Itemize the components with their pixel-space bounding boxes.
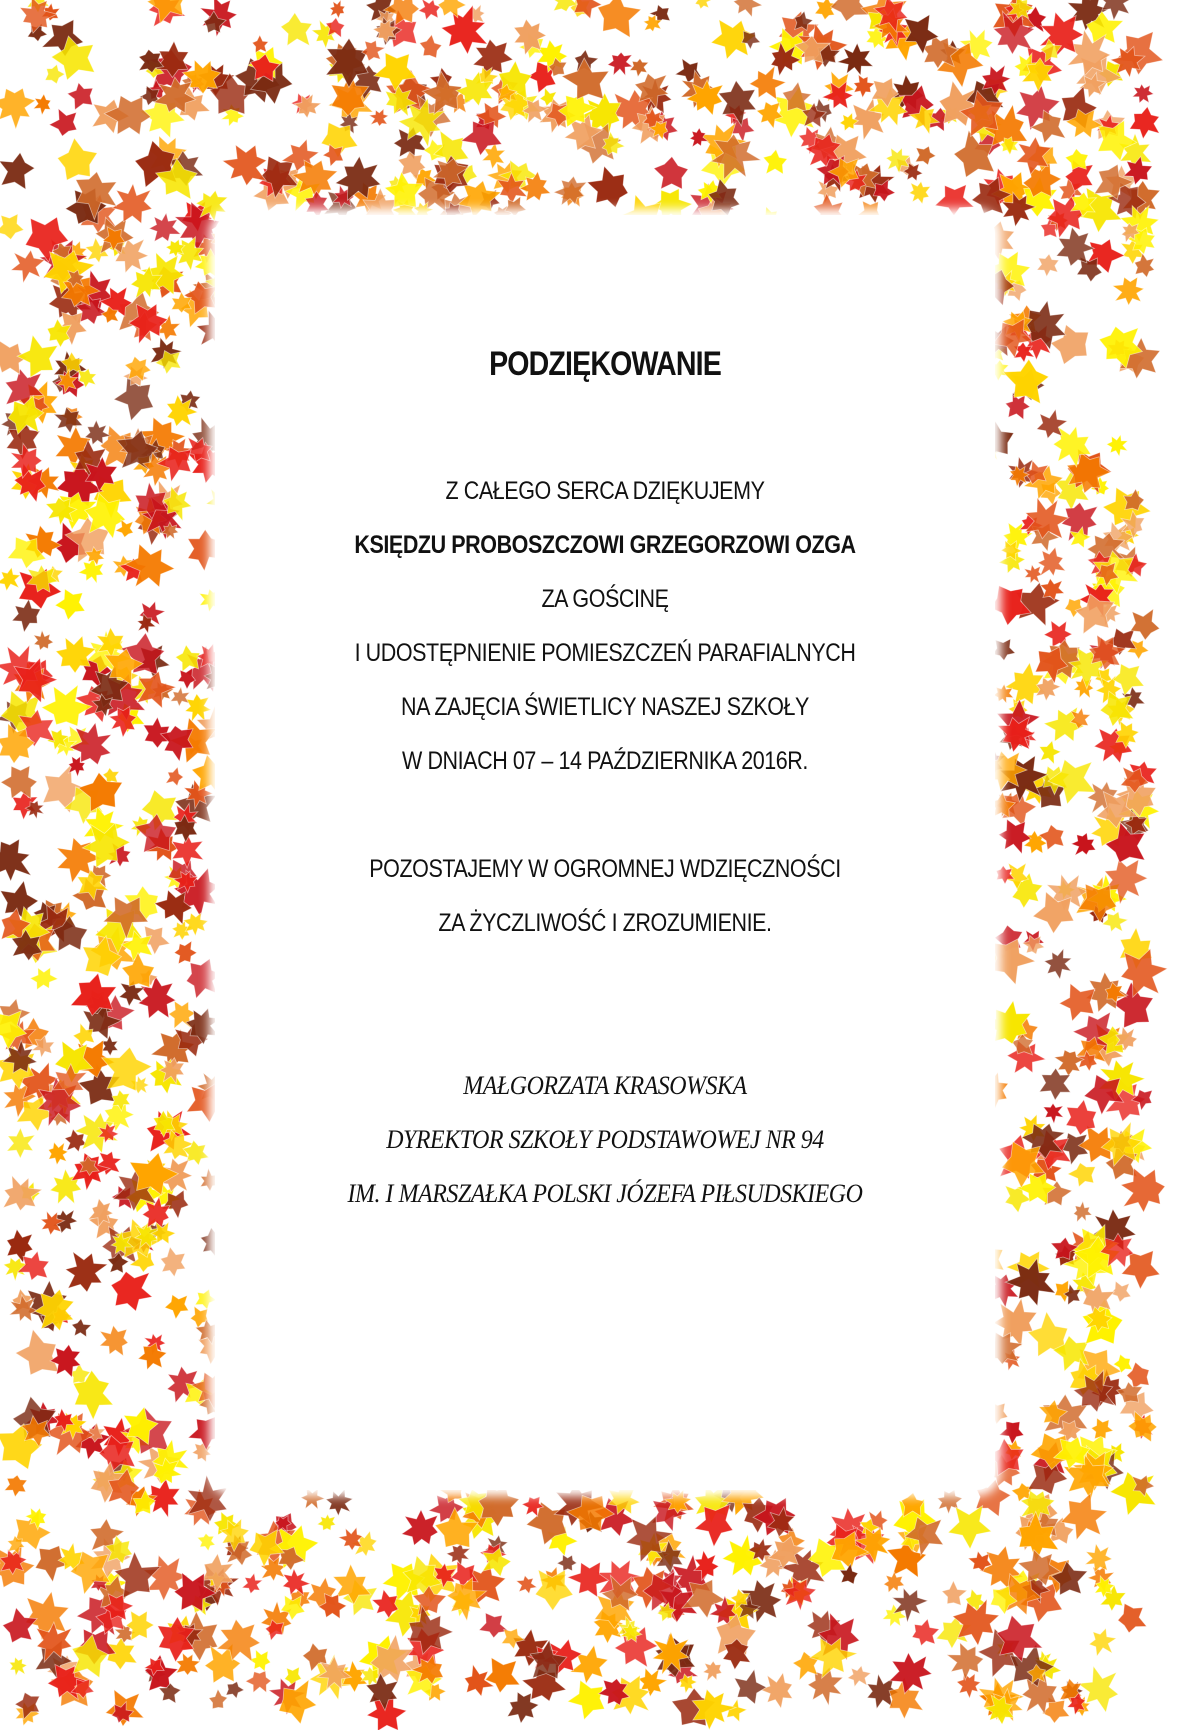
leaf [49, 1142, 68, 1165]
leaf [1040, 1068, 1071, 1100]
leaf [1131, 609, 1160, 640]
leaf [1130, 107, 1160, 139]
leaf [34, 630, 54, 650]
leaf [909, 182, 930, 204]
leaf [58, 138, 98, 180]
leaf [719, 81, 757, 126]
leaf [760, 1673, 793, 1709]
leaf [171, 687, 190, 706]
leaf [326, 1489, 353, 1516]
leaf [948, 1506, 991, 1549]
leaf [854, 75, 875, 98]
leaf [557, 1555, 577, 1571]
body-line-recipient: KSIĘDZU PROBOSZCZOWI GRZEGORZOWI OZGA [354, 531, 856, 559]
leaf [252, 35, 268, 53]
leaf [0, 568, 20, 591]
leaf [166, 767, 184, 786]
leaf [1040, 579, 1064, 601]
closing-line-1: POZOSTAJEMY W OGROMNEJ WDZIĘCZNOŚCI [369, 855, 841, 883]
leaf [402, 1510, 438, 1546]
leaf [757, 102, 783, 128]
leaf [1043, 1103, 1063, 1123]
leaf [703, 1661, 722, 1681]
signature-name: MAŁGORZATA KRASOWSKA [463, 1071, 747, 1100]
leaf [1113, 277, 1144, 305]
leaf [283, 1569, 311, 1596]
body-line-1: Z CAŁEGO SERCA DZIĘKUJEMY [445, 477, 765, 505]
leaf [535, 1570, 573, 1611]
leaf [1071, 833, 1095, 855]
leaf [890, 1653, 932, 1694]
leaf [1068, 1163, 1096, 1187]
leaf [246, 1671, 271, 1693]
leaf [1039, 741, 1060, 764]
leaf [223, 145, 267, 186]
leaf [138, 1343, 167, 1370]
leaf [840, 113, 859, 131]
leaf [848, 1666, 871, 1687]
leaf [330, 0, 345, 18]
leaf [165, 1295, 189, 1319]
leaf [301, 1487, 325, 1509]
leaf [0, 88, 35, 129]
leaf [125, 544, 175, 587]
leaf [479, 1613, 508, 1638]
leaf [935, 185, 974, 216]
leaf [1038, 547, 1065, 576]
leaf [17, 335, 58, 377]
leaf [0, 214, 24, 239]
leaf [67, 83, 92, 110]
leaf [174, 941, 197, 964]
leaf [197, 1534, 215, 1551]
leaf [734, 0, 763, 17]
leaf [72, 1319, 92, 1337]
leaf [993, 639, 1015, 660]
leaf [1059, 984, 1095, 1021]
leaf [1, 766, 37, 799]
leaf [326, 18, 345, 38]
leaf [1074, 1201, 1092, 1222]
leaf [1107, 435, 1128, 457]
leaf [694, 0, 712, 9]
leaf [45, 65, 64, 84]
leaf [242, 1573, 262, 1593]
signature-school: IM. I MARSZAŁKA POLSKI JÓZEFA PIŁSUDSKIEGO [347, 1179, 863, 1208]
leaf [112, 184, 152, 224]
leaf [420, 35, 442, 58]
leaf [942, 1581, 967, 1605]
page-title: PODZIĘKOWANIE [489, 345, 721, 383]
leaf [516, 1576, 537, 1594]
leaf [568, 1680, 605, 1719]
leaf [0, 839, 31, 881]
leaf [66, 1252, 108, 1292]
leaf [362, 41, 386, 61]
leaf [176, 645, 200, 672]
body-line-dates: W DNIACH 07 – 14 PAŹDZIERNIKA 2016R. [402, 747, 808, 775]
signature-title: DYREKTOR SZKOŁY PODSTAWOWEJ NR 94 [386, 1125, 824, 1154]
leaf [71, 973, 117, 1016]
leaf [1024, 565, 1042, 584]
leaf [34, 94, 51, 115]
leaf [209, 1689, 228, 1709]
closing-line-2: ZA ŻYCZLIWOŚĆ I ZROZUMIENIE. [438, 909, 772, 937]
leaf [1022, 935, 1044, 954]
leaf [608, 52, 633, 75]
leaf [1037, 254, 1059, 277]
leaf [1044, 949, 1071, 979]
leaf [323, 144, 343, 166]
leaf [916, 146, 936, 165]
body-line-5: NA ZAJĘCIA ŚWIETLICY NASZEJ SZKOŁY [401, 693, 809, 721]
leaf [9, 1657, 27, 1676]
leaf [1039, 825, 1064, 850]
leaf [111, 1272, 152, 1312]
leaf [281, 13, 312, 46]
leaf [884, 1572, 905, 1592]
leaf [991, 586, 1032, 626]
leaf [101, 1035, 118, 1055]
leaf [11, 250, 45, 283]
leaf [49, 109, 76, 136]
leaf [587, 166, 628, 207]
leaf [226, 1682, 244, 1699]
leaf [0, 153, 35, 190]
leaf [5, 1475, 28, 1497]
leaf [1121, 1168, 1165, 1212]
leaf [654, 157, 688, 189]
leaf [79, 558, 104, 584]
leaf [957, 1673, 981, 1698]
leaf [999, 819, 1032, 854]
leaf [630, 59, 649, 77]
leaf [419, 0, 441, 20]
leaf [1085, 1544, 1112, 1572]
leaf [54, 407, 83, 433]
leaf [100, 1326, 128, 1356]
leaf [438, 0, 466, 18]
leaf [598, 0, 641, 37]
leaf [562, 58, 609, 99]
leaf [735, 1669, 767, 1704]
leaf [7, 1128, 35, 1158]
leaf [912, 1619, 939, 1646]
leaf [1089, 1628, 1116, 1656]
leaf [1133, 84, 1154, 103]
leaf [815, 0, 837, 20]
leaf [317, 1514, 335, 1530]
leaf [55, 589, 85, 620]
leaf [1091, 1418, 1113, 1439]
leaf [1065, 149, 1088, 170]
leaf [3, 1176, 42, 1211]
leaf [1118, 1604, 1147, 1633]
leaf [16, 1330, 59, 1375]
leaf [485, 1658, 519, 1693]
leaf [161, 1247, 186, 1277]
body-line-3: ZA GOŚCINĘ [541, 585, 669, 613]
leaf [1003, 359, 1049, 403]
text-panel [215, 215, 995, 1490]
leaf [763, 150, 787, 175]
leaf [1025, 498, 1069, 539]
leaf [30, 968, 58, 990]
leaf [195, 1289, 216, 1309]
body-line-4: I UDOSTĘPNIENIE POMIESZCZEŃ PARAFIALNYCH [354, 639, 856, 667]
